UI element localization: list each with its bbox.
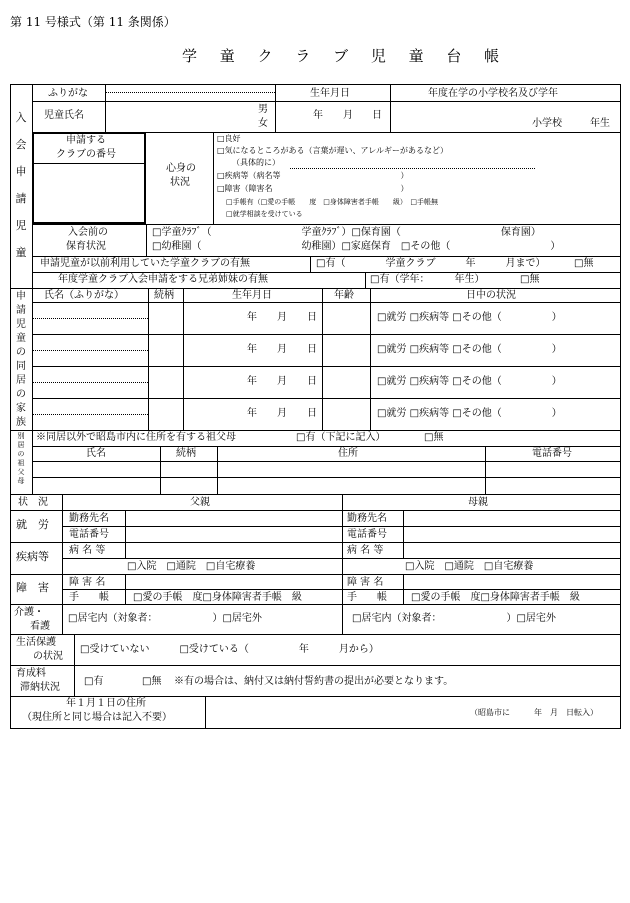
dob-month: 月	[343, 110, 353, 121]
club-number-label-2: クラブの番号	[56, 149, 116, 160]
mother-notebook-label: 手 帳	[347, 592, 387, 603]
welfare-options[interactable]: □受けていない □受けている（ 年 月から）	[80, 644, 379, 655]
family-header-age: 年齢	[334, 290, 354, 301]
father-care-options[interactable]: □居宅内（対象者： ）□居宅外	[68, 613, 262, 624]
address-label-2: （現住所と同じ場合は記入不要）	[22, 712, 172, 723]
family-row-dob: 年 月 日	[247, 312, 317, 323]
mother-care-options[interactable]: □居宅内（対象者： ）□居宅外	[352, 613, 556, 624]
page-title: 学 童 ク ラ ブ 児 童 台 帳	[182, 47, 509, 65]
fees-label-2: 滞納状況	[20, 682, 60, 693]
section-label-family: 申 請 児 童 の 同 居 の 家 族	[16, 291, 26, 428]
welfare-label-2: の状況	[33, 651, 63, 662]
dob-year: 年	[313, 110, 323, 121]
family-header-status: 日中の状況	[466, 290, 516, 301]
grandparents-yes[interactable]: □有（下記に記入）	[296, 432, 386, 443]
school-suffix: 小学校	[532, 118, 562, 129]
grandparents-no[interactable]: □無	[424, 432, 444, 443]
grandparents-header-address: 住所	[338, 448, 358, 459]
club-number-label-1: 申請する	[66, 135, 106, 146]
prev-club-question: 申請児童が以前利用していた学童クラブの有無	[40, 258, 250, 269]
parents-status-label: 状 況	[18, 497, 48, 508]
mother-phone-label: 電話番号	[347, 529, 387, 540]
health-option-disability[interactable]: □障害（障害名 ）	[217, 184, 409, 193]
mother-hospital-options[interactable]: □入院 □通院 □自宅療養	[405, 561, 534, 572]
fees-no[interactable]: □無	[142, 676, 162, 687]
fees-note: ※有の場合は、納付又は納付誓約書の提出が必要となります。	[174, 676, 454, 687]
fees-label-1: 育成料	[16, 668, 46, 679]
family-header-name: 氏名（ふりがな）	[44, 290, 124, 301]
mother-disability-name-label: 障 害 名	[347, 577, 384, 588]
health-option-notebook[interactable]: □手帳有（□愛の手帳 度 □身体障害者手帳 級） □手帳無	[226, 198, 438, 206]
father-disease-label: 病 名 等	[69, 545, 106, 556]
family-row-dob: 年 月 日	[247, 344, 317, 355]
care-label-2: 看護	[30, 621, 50, 632]
family-header-dob: 生年月日	[232, 290, 272, 301]
dob-label: 生年月日	[310, 88, 350, 99]
disability-label: 障 害	[16, 581, 49, 594]
furigana-label: ふりがな	[48, 88, 88, 99]
prev-care-label-2: 保育状況	[66, 241, 106, 252]
grandparents-header-name: 氏名	[86, 448, 106, 459]
sibling-yes[interactable]: □有（学年： 年生）	[370, 274, 485, 285]
father-notebook-options[interactable]: □愛の手帳 度□身体障害者手帳 級	[133, 592, 302, 603]
father-notebook-label: 手 帳	[69, 592, 109, 603]
health-option-good[interactable]: □良好	[217, 134, 241, 143]
mother-employer-label: 勤務先名	[347, 513, 387, 524]
sex-female[interactable]: 女	[258, 118, 268, 129]
father-hospital-options[interactable]: □入院 □通院 □自宅療養	[127, 561, 256, 572]
child-name-label: 児童氏名	[44, 110, 84, 121]
health-option-detail: （具体的に）	[232, 158, 280, 167]
work-label: 就 労	[16, 518, 49, 531]
health-option-concern[interactable]: □気になるところがある（言葉が遅い、アレルギーがあるなど）	[217, 146, 449, 155]
address-transfer-note: （昭島市に 年 月 日転入）	[470, 708, 598, 717]
prev-care-label-1: 入会前の	[68, 227, 108, 238]
father-disability-name-label: 障 害 名	[69, 577, 106, 588]
health-option-consult[interactable]: □就学相談を受けている	[226, 210, 303, 218]
illness-label: 疾病等	[16, 550, 49, 563]
father-header: 父親	[190, 497, 210, 508]
grandparents-note: ※同居以外で昭島市内に住所を有する祖父母	[36, 432, 236, 443]
prev-club-yes[interactable]: □有（ 学童クラブ 年 月まで）	[316, 258, 546, 269]
school-header: 年度在学の小学校名及び学年	[428, 88, 558, 99]
prev-club-no[interactable]: □無	[574, 258, 594, 269]
dob-day: 日	[372, 110, 382, 121]
grandparents-header-relation: 続柄	[176, 448, 196, 459]
sibling-no[interactable]: □無	[520, 274, 540, 285]
sex-male[interactable]: 男	[258, 104, 268, 115]
family-row-status[interactable]: □就労 □疾病等 □その他（ ）	[377, 408, 562, 419]
fees-yes[interactable]: □有	[84, 676, 104, 687]
mother-notebook-options[interactable]: □愛の手帳 度□身体障害者手帳 級	[411, 592, 580, 603]
family-row-status[interactable]: □就労 □疾病等 □その他（ ）	[377, 344, 562, 355]
prev-care-options-1[interactable]: □学童ｸﾗﾌﾞ（ 学童ｸﾗﾌﾞ）□保育園（ 保育園）	[152, 227, 541, 238]
mother-disease-label: 病 名 等	[347, 545, 384, 556]
family-row-status[interactable]: □就労 □疾病等 □その他（ ）	[377, 312, 562, 323]
care-label-1: 介護・	[14, 607, 44, 618]
family-row-dob: 年 月 日	[247, 376, 317, 387]
prev-care-options-2[interactable]: □幼稚園（ 幼稚園）□家庭保育 □その他（ ）	[152, 241, 561, 252]
health-label-1: 心身の	[166, 163, 196, 174]
grandparents-header-phone: 電話番号	[532, 448, 572, 459]
health-label-2: 状況	[170, 177, 190, 188]
grade-suffix: 年生	[590, 118, 610, 129]
father-employer-label: 勤務先名	[69, 513, 109, 524]
family-header-relation: 続柄	[154, 290, 174, 301]
welfare-label-1: 生活保護	[16, 637, 56, 648]
sibling-question: 年度学童クラブ入会申請をする兄弟姉妹の有無	[58, 274, 268, 285]
mother-header: 母親	[468, 497, 488, 508]
address-label-1: 年１月１日の住所	[66, 698, 146, 709]
section-label-grandparents: 別 居 の 祖 父 母	[17, 432, 25, 485]
family-row-status[interactable]: □就労 □疾病等 □その他（ ）	[377, 376, 562, 387]
form-number: 第 11 号様式（第 11 条関係）	[10, 15, 176, 29]
health-option-illness[interactable]: □疾病等（病名等 ）	[217, 171, 409, 180]
father-phone-label: 電話番号	[69, 529, 109, 540]
section-label-apply: 入 会 申 請 児 童	[15, 111, 27, 259]
family-row-dob: 年 月 日	[247, 408, 317, 419]
